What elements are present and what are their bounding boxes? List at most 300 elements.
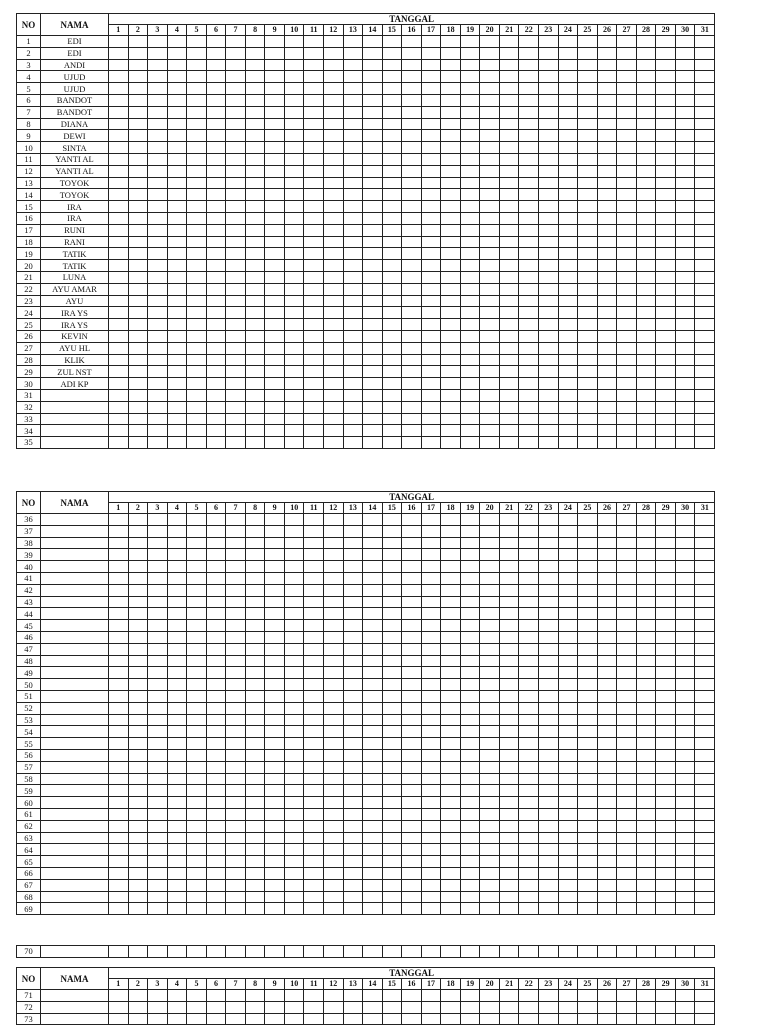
attendance-cell[interactable] [265, 584, 285, 596]
attendance-cell[interactable] [167, 631, 187, 643]
attendance-cell[interactable] [519, 94, 539, 106]
attendance-cell[interactable] [636, 342, 656, 354]
attendance-cell[interactable] [441, 165, 461, 177]
attendance-cell[interactable] [441, 608, 461, 620]
attendance-cell[interactable] [441, 201, 461, 213]
attendance-cell[interactable] [499, 366, 519, 378]
attendance-cell[interactable] [597, 1001, 617, 1013]
attendance-cell[interactable] [519, 389, 539, 401]
attendance-cell[interactable] [109, 832, 129, 844]
attendance-cell[interactable] [148, 330, 168, 342]
attendance-cell[interactable] [128, 212, 148, 224]
attendance-cell[interactable] [480, 679, 500, 691]
attendance-cell[interactable] [167, 389, 187, 401]
attendance-cell[interactable] [480, 271, 500, 283]
attendance-cell[interactable] [109, 572, 129, 584]
attendance-cell[interactable] [324, 260, 344, 272]
attendance-cell[interactable] [656, 537, 676, 549]
attendance-cell[interactable] [558, 844, 578, 856]
attendance-cell[interactable] [128, 903, 148, 915]
attendance-cell[interactable] [128, 177, 148, 189]
attendance-cell[interactable] [167, 525, 187, 537]
attendance-cell[interactable] [226, 378, 246, 390]
attendance-cell[interactable] [148, 690, 168, 702]
attendance-cell[interactable] [421, 714, 441, 726]
attendance-cell[interactable] [499, 130, 519, 142]
attendance-cell[interactable] [617, 94, 637, 106]
attendance-cell[interactable] [539, 584, 559, 596]
attendance-cell[interactable] [226, 808, 246, 820]
attendance-cell[interactable] [265, 808, 285, 820]
attendance-cell[interactable] [480, 153, 500, 165]
attendance-cell[interactable] [206, 797, 226, 809]
attendance-cell[interactable] [558, 702, 578, 714]
attendance-cell[interactable] [187, 867, 207, 879]
attendance-cell[interactable] [519, 212, 539, 224]
attendance-cell[interactable] [284, 130, 304, 142]
attendance-cell[interactable] [597, 561, 617, 573]
attendance-cell[interactable] [363, 366, 383, 378]
attendance-cell[interactable] [284, 165, 304, 177]
attendance-cell[interactable] [324, 71, 344, 83]
attendance-cell[interactable] [636, 655, 656, 667]
attendance-cell[interactable] [148, 224, 168, 236]
attendance-cell[interactable] [128, 354, 148, 366]
attendance-cell[interactable] [441, 537, 461, 549]
attendance-cell[interactable] [636, 189, 656, 201]
attendance-cell[interactable] [636, 142, 656, 154]
attendance-cell[interactable] [128, 785, 148, 797]
attendance-cell[interactable] [636, 271, 656, 283]
attendance-cell[interactable] [636, 761, 656, 773]
attendance-cell[interactable] [109, 620, 129, 632]
attendance-cell[interactable] [324, 726, 344, 738]
attendance-cell[interactable] [558, 525, 578, 537]
attendance-cell[interactable] [636, 177, 656, 189]
attendance-cell[interactable] [499, 773, 519, 785]
attendance-cell[interactable] [441, 260, 461, 272]
attendance-cell[interactable] [245, 832, 265, 844]
attendance-cell[interactable] [343, 177, 363, 189]
attendance-cell[interactable] [656, 389, 676, 401]
attendance-cell[interactable] [226, 425, 246, 437]
attendance-cell[interactable] [617, 832, 637, 844]
attendance-cell[interactable] [578, 584, 598, 596]
attendance-cell[interactable] [480, 130, 500, 142]
attendance-cell[interactable] [617, 260, 637, 272]
attendance-cell[interactable] [206, 879, 226, 891]
attendance-cell[interactable] [109, 667, 129, 679]
attendance-cell[interactable] [109, 608, 129, 620]
attendance-cell[interactable] [695, 643, 715, 655]
attendance-cell[interactable] [558, 946, 578, 958]
attendance-cell[interactable] [304, 584, 324, 596]
attendance-cell[interactable] [382, 797, 402, 809]
attendance-cell[interactable] [148, 36, 168, 48]
attendance-cell[interactable] [402, 283, 422, 295]
attendance-cell[interactable] [324, 990, 344, 1002]
attendance-cell[interactable] [148, 820, 168, 832]
attendance-cell[interactable] [304, 366, 324, 378]
attendance-cell[interactable] [167, 726, 187, 738]
attendance-cell[interactable] [656, 342, 676, 354]
attendance-cell[interactable] [304, 236, 324, 248]
attendance-cell[interactable] [206, 94, 226, 106]
attendance-cell[interactable] [167, 189, 187, 201]
attendance-cell[interactable] [187, 248, 207, 260]
attendance-cell[interactable] [363, 856, 383, 868]
attendance-cell[interactable] [695, 330, 715, 342]
attendance-cell[interactable] [597, 584, 617, 596]
attendance-cell[interactable] [206, 118, 226, 130]
attendance-cell[interactable] [109, 726, 129, 738]
attendance-cell[interactable] [324, 879, 344, 891]
attendance-cell[interactable] [304, 667, 324, 679]
attendance-cell[interactable] [245, 1013, 265, 1025]
attendance-cell[interactable] [304, 342, 324, 354]
attendance-cell[interactable] [597, 189, 617, 201]
attendance-cell[interactable] [636, 537, 656, 549]
attendance-cell[interactable] [343, 401, 363, 413]
attendance-cell[interactable] [558, 714, 578, 726]
attendance-cell[interactable] [578, 1001, 598, 1013]
attendance-cell[interactable] [402, 177, 422, 189]
attendance-cell[interactable] [128, 808, 148, 820]
attendance-cell[interactable] [245, 201, 265, 213]
attendance-cell[interactable] [284, 785, 304, 797]
attendance-cell[interactable] [265, 946, 285, 958]
attendance-cell[interactable] [499, 342, 519, 354]
attendance-cell[interactable] [382, 295, 402, 307]
attendance-cell[interactable] [245, 165, 265, 177]
attendance-cell[interactable] [284, 631, 304, 643]
attendance-cell[interactable] [675, 785, 695, 797]
attendance-cell[interactable] [363, 643, 383, 655]
attendance-cell[interactable] [226, 631, 246, 643]
attendance-cell[interactable] [226, 1001, 246, 1013]
attendance-cell[interactable] [656, 437, 676, 449]
attendance-cell[interactable] [460, 690, 480, 702]
attendance-cell[interactable] [480, 59, 500, 71]
attendance-cell[interactable] [343, 785, 363, 797]
attendance-cell[interactable] [304, 437, 324, 449]
attendance-cell[interactable] [499, 903, 519, 915]
attendance-cell[interactable] [109, 177, 129, 189]
attendance-cell[interactable] [324, 425, 344, 437]
attendance-cell[interactable] [578, 620, 598, 632]
attendance-cell[interactable] [402, 856, 422, 868]
attendance-cell[interactable] [226, 643, 246, 655]
attendance-cell[interactable] [363, 549, 383, 561]
attendance-cell[interactable] [695, 283, 715, 295]
attendance-cell[interactable] [363, 47, 383, 59]
attendance-cell[interactable] [441, 856, 461, 868]
attendance-cell[interactable] [324, 47, 344, 59]
attendance-cell[interactable] [617, 118, 637, 130]
attendance-cell[interactable] [402, 596, 422, 608]
attendance-cell[interactable] [597, 761, 617, 773]
attendance-cell[interactable] [245, 330, 265, 342]
attendance-cell[interactable] [617, 561, 637, 573]
attendance-cell[interactable] [206, 201, 226, 213]
attendance-cell[interactable] [284, 201, 304, 213]
attendance-cell[interactable] [226, 94, 246, 106]
attendance-cell[interactable] [480, 83, 500, 95]
attendance-cell[interactable] [284, 844, 304, 856]
attendance-cell[interactable] [499, 738, 519, 750]
attendance-cell[interactable] [187, 330, 207, 342]
attendance-cell[interactable] [343, 118, 363, 130]
attendance-cell[interactable] [597, 83, 617, 95]
attendance-cell[interactable] [656, 584, 676, 596]
attendance-cell[interactable] [167, 514, 187, 526]
attendance-cell[interactable] [597, 366, 617, 378]
attendance-cell[interactable] [480, 437, 500, 449]
attendance-cell[interactable] [519, 189, 539, 201]
attendance-cell[interactable] [265, 201, 285, 213]
attendance-cell[interactable] [656, 1013, 676, 1025]
attendance-cell[interactable] [617, 425, 637, 437]
attendance-cell[interactable] [441, 761, 461, 773]
attendance-cell[interactable] [304, 572, 324, 584]
attendance-cell[interactable] [187, 537, 207, 549]
attendance-cell[interactable] [421, 596, 441, 608]
attendance-cell[interactable] [284, 330, 304, 342]
attendance-cell[interactable] [597, 425, 617, 437]
attendance-cell[interactable] [578, 714, 598, 726]
attendance-cell[interactable] [656, 130, 676, 142]
attendance-cell[interactable] [128, 94, 148, 106]
attendance-cell[interactable] [187, 389, 207, 401]
attendance-cell[interactable] [324, 643, 344, 655]
attendance-cell[interactable] [167, 47, 187, 59]
attendance-cell[interactable] [499, 1013, 519, 1025]
attendance-cell[interactable] [539, 177, 559, 189]
attendance-cell[interactable] [656, 283, 676, 295]
attendance-cell[interactable] [265, 212, 285, 224]
attendance-cell[interactable] [402, 655, 422, 667]
attendance-cell[interactable] [675, 413, 695, 425]
attendance-cell[interactable] [636, 867, 656, 879]
attendance-cell[interactable] [539, 283, 559, 295]
attendance-cell[interactable] [441, 366, 461, 378]
attendance-cell[interactable] [578, 525, 598, 537]
attendance-cell[interactable] [597, 820, 617, 832]
attendance-cell[interactable] [617, 342, 637, 354]
attendance-cell[interactable] [695, 891, 715, 903]
attendance-cell[interactable] [128, 118, 148, 130]
attendance-cell[interactable] [148, 808, 168, 820]
attendance-cell[interactable] [109, 437, 129, 449]
attendance-cell[interactable] [363, 307, 383, 319]
attendance-cell[interactable] [460, 366, 480, 378]
attendance-cell[interactable] [284, 354, 304, 366]
attendance-cell[interactable] [499, 643, 519, 655]
attendance-cell[interactable] [480, 620, 500, 632]
attendance-cell[interactable] [148, 785, 168, 797]
attendance-cell[interactable] [558, 514, 578, 526]
attendance-cell[interactable] [382, 584, 402, 596]
attendance-cell[interactable] [480, 307, 500, 319]
attendance-cell[interactable] [382, 106, 402, 118]
attendance-cell[interactable] [167, 1013, 187, 1025]
attendance-cell[interactable] [519, 130, 539, 142]
attendance-cell[interactable] [460, 525, 480, 537]
attendance-cell[interactable] [460, 71, 480, 83]
attendance-cell[interactable] [558, 891, 578, 903]
attendance-cell[interactable] [343, 224, 363, 236]
attendance-cell[interactable] [578, 761, 598, 773]
attendance-cell[interactable] [675, 236, 695, 248]
attendance-cell[interactable] [167, 342, 187, 354]
attendance-cell[interactable] [343, 201, 363, 213]
attendance-cell[interactable] [558, 307, 578, 319]
attendance-cell[interactable] [206, 903, 226, 915]
attendance-cell[interactable] [245, 142, 265, 154]
attendance-cell[interactable] [245, 260, 265, 272]
attendance-cell[interactable] [480, 820, 500, 832]
attendance-cell[interactable] [167, 413, 187, 425]
attendance-cell[interactable] [421, 525, 441, 537]
attendance-cell[interactable] [167, 572, 187, 584]
attendance-cell[interactable] [167, 437, 187, 449]
attendance-cell[interactable] [617, 738, 637, 750]
attendance-cell[interactable] [675, 549, 695, 561]
attendance-cell[interactable] [363, 295, 383, 307]
attendance-cell[interactable] [206, 572, 226, 584]
attendance-cell[interactable] [558, 738, 578, 750]
attendance-cell[interactable] [109, 856, 129, 868]
attendance-cell[interactable] [578, 224, 598, 236]
attendance-cell[interactable] [441, 679, 461, 691]
attendance-cell[interactable] [343, 165, 363, 177]
attendance-cell[interactable] [597, 808, 617, 820]
attendance-cell[interactable] [128, 106, 148, 118]
attendance-cell[interactable] [597, 165, 617, 177]
attendance-cell[interactable] [499, 260, 519, 272]
attendance-cell[interactable] [499, 655, 519, 667]
attendance-cell[interactable] [128, 248, 148, 260]
attendance-cell[interactable] [656, 903, 676, 915]
attendance-cell[interactable] [617, 201, 637, 213]
attendance-cell[interactable] [656, 94, 676, 106]
attendance-cell[interactable] [187, 319, 207, 331]
attendance-cell[interactable] [636, 773, 656, 785]
attendance-cell[interactable] [558, 1013, 578, 1025]
attendance-cell[interactable] [128, 236, 148, 248]
attendance-cell[interactable] [167, 201, 187, 213]
attendance-cell[interactable] [558, 47, 578, 59]
attendance-cell[interactable] [421, 690, 441, 702]
attendance-cell[interactable] [206, 260, 226, 272]
attendance-cell[interactable] [578, 295, 598, 307]
attendance-cell[interactable] [284, 561, 304, 573]
attendance-cell[interactable] [539, 726, 559, 738]
attendance-cell[interactable] [539, 749, 559, 761]
attendance-cell[interactable] [460, 342, 480, 354]
attendance-cell[interactable] [109, 319, 129, 331]
attendance-cell[interactable] [343, 153, 363, 165]
attendance-cell[interactable] [539, 189, 559, 201]
attendance-cell[interactable] [460, 773, 480, 785]
attendance-cell[interactable] [128, 342, 148, 354]
attendance-cell[interactable] [187, 142, 207, 154]
attendance-cell[interactable] [265, 330, 285, 342]
attendance-cell[interactable] [109, 561, 129, 573]
attendance-cell[interactable] [597, 714, 617, 726]
attendance-cell[interactable] [128, 130, 148, 142]
attendance-cell[interactable] [382, 307, 402, 319]
attendance-cell[interactable] [343, 726, 363, 738]
attendance-cell[interactable] [636, 165, 656, 177]
attendance-cell[interactable] [284, 525, 304, 537]
attendance-cell[interactable] [460, 295, 480, 307]
attendance-cell[interactable] [167, 537, 187, 549]
attendance-cell[interactable] [245, 177, 265, 189]
attendance-cell[interactable] [382, 690, 402, 702]
attendance-cell[interactable] [441, 946, 461, 958]
attendance-cell[interactable] [284, 94, 304, 106]
attendance-cell[interactable] [128, 726, 148, 738]
attendance-cell[interactable] [226, 797, 246, 809]
attendance-cell[interactable] [343, 389, 363, 401]
attendance-cell[interactable] [636, 47, 656, 59]
attendance-cell[interactable] [148, 378, 168, 390]
attendance-cell[interactable] [597, 378, 617, 390]
attendance-cell[interactable] [695, 106, 715, 118]
attendance-cell[interactable] [519, 165, 539, 177]
attendance-cell[interactable] [578, 401, 598, 413]
attendance-cell[interactable] [421, 271, 441, 283]
attendance-cell[interactable] [382, 620, 402, 632]
attendance-cell[interactable] [675, 797, 695, 809]
attendance-cell[interactable] [695, 413, 715, 425]
attendance-cell[interactable] [382, 525, 402, 537]
attendance-cell[interactable] [206, 514, 226, 526]
attendance-cell[interactable] [636, 283, 656, 295]
attendance-cell[interactable] [226, 354, 246, 366]
attendance-cell[interactable] [441, 271, 461, 283]
attendance-cell[interactable] [109, 1001, 129, 1013]
attendance-cell[interactable] [695, 667, 715, 679]
attendance-cell[interactable] [695, 307, 715, 319]
attendance-cell[interactable] [304, 679, 324, 691]
attendance-cell[interactable] [128, 366, 148, 378]
attendance-cell[interactable] [265, 832, 285, 844]
attendance-cell[interactable] [460, 643, 480, 655]
attendance-cell[interactable] [421, 990, 441, 1002]
attendance-cell[interactable] [617, 47, 637, 59]
attendance-cell[interactable] [656, 425, 676, 437]
attendance-cell[interactable] [343, 738, 363, 750]
attendance-cell[interactable] [226, 47, 246, 59]
attendance-cell[interactable] [128, 655, 148, 667]
attendance-cell[interactable] [167, 749, 187, 761]
attendance-cell[interactable] [187, 773, 207, 785]
attendance-cell[interactable] [675, 808, 695, 820]
attendance-cell[interactable] [284, 366, 304, 378]
attendance-cell[interactable] [421, 832, 441, 844]
attendance-cell[interactable] [363, 118, 383, 130]
attendance-cell[interactable] [578, 726, 598, 738]
attendance-cell[interactable] [460, 514, 480, 526]
attendance-cell[interactable] [304, 749, 324, 761]
attendance-cell[interactable] [578, 679, 598, 691]
attendance-cell[interactable] [441, 283, 461, 295]
attendance-cell[interactable] [597, 142, 617, 154]
attendance-cell[interactable] [245, 130, 265, 142]
attendance-cell[interactable] [499, 891, 519, 903]
